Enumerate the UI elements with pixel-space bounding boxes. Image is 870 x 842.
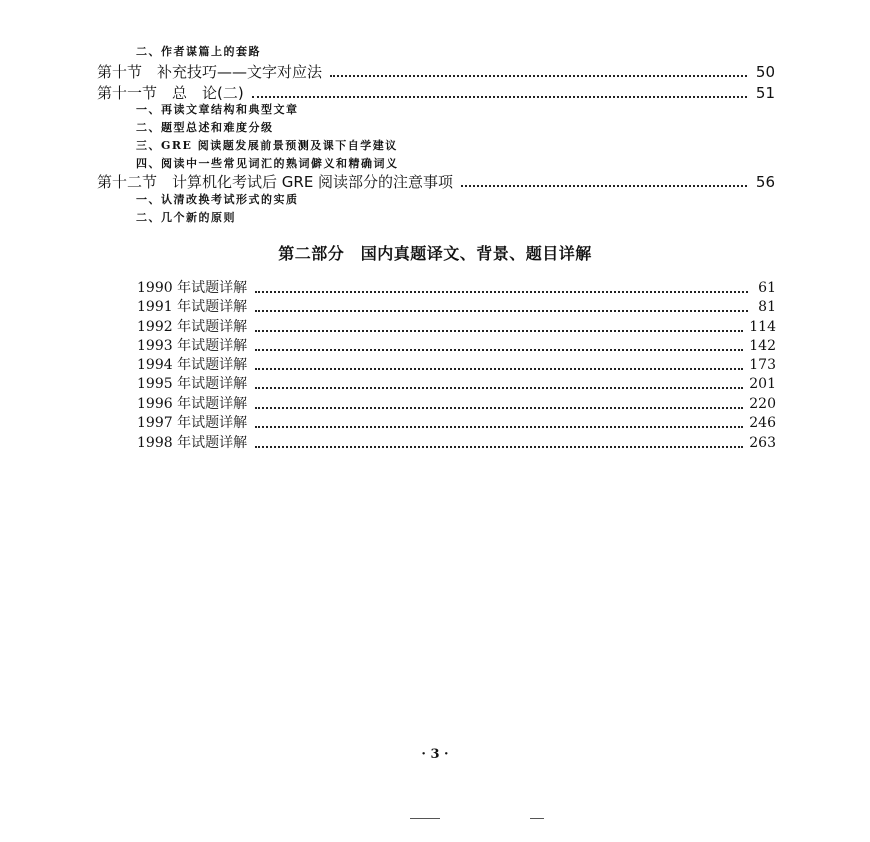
part-heading: 第二部分 国内真题译文、背景、题目详解 [278,244,592,263]
toc-subitem: 三、GRE 阅读题发展前景预测及课下自学建议 [136,139,398,152]
dot-leader [255,349,743,351]
section-page-number: 50 [755,63,775,81]
entry-page-number: 263 [749,435,776,451]
section-title: 第十节 补充技巧——文字对应法 [97,63,323,81]
entry-title: 1992 年试题详解 [137,319,248,335]
toc-entry [137,434,776,452]
entry-title: 1991 年试题详解 [137,299,248,315]
entry-page-number: 201 [749,376,776,392]
dot-leader [255,387,743,389]
section-title: 第十一节 总 论(二) [97,84,244,102]
toc-section-12 [97,173,775,191]
entry-title: 1998 年试题详解 [137,435,248,451]
dot-leader [255,426,743,428]
entry-page-number: 220 [749,396,776,412]
section-page-number: 56 [755,173,775,191]
dot-leader [252,96,747,98]
dot-leader [255,291,748,293]
entry-title: 1993 年试题详解 [137,338,248,354]
toc-entry [137,395,776,413]
toc-subitem: 一、再读文章结构和典型文章 [136,103,299,116]
toc-subitem: 二、作者谋篇上的套路 [136,45,261,58]
entry-title: 1994 年试题详解 [137,357,248,373]
entry-page-number: 173 [749,357,776,373]
entry-title: 1996 年试题详解 [137,396,248,412]
toc-section-11 [97,84,775,102]
toc-subitem: 一、认清改换考试形式的实质 [136,193,299,206]
dot-leader [255,407,743,409]
scan-artifact [530,818,544,819]
entry-page-number: 246 [749,415,776,431]
scan-artifact [410,818,440,819]
entry-page-number: 142 [749,338,776,354]
toc-entry [137,414,776,432]
dot-leader [330,75,747,77]
entry-title: 1997 年试题详解 [137,415,248,431]
toc-entry [137,375,776,393]
section-title: 第十二节 计算机化考试后 GRE 阅读部分的注意事项 [97,173,454,191]
toc-entry [137,337,776,355]
page-number: · 3 · [421,747,449,762]
toc-entry [137,298,776,316]
toc-entry [137,318,776,336]
dot-leader [461,185,747,187]
toc-subitem: 二、几个新的原则 [136,211,236,224]
toc-entry [137,279,776,297]
toc-subitem: 二、题型总述和难度分级 [136,121,274,134]
dot-leader [255,330,743,332]
toc-section-10 [97,63,775,81]
dot-leader [255,446,743,448]
toc-subitem: 四、阅读中一些常见词汇的熟词僻义和精确词义 [136,157,399,170]
dot-leader [255,368,743,370]
section-page-number: 51 [755,84,775,102]
entry-page-number: 114 [749,319,776,335]
entry-page-number: 61 [758,280,776,296]
toc-entry [137,356,776,374]
dot-leader [255,310,748,312]
entry-page-number: 81 [758,299,776,315]
entry-title: 1995 年试题详解 [137,376,248,392]
entry-title: 1990 年试题详解 [137,280,248,296]
